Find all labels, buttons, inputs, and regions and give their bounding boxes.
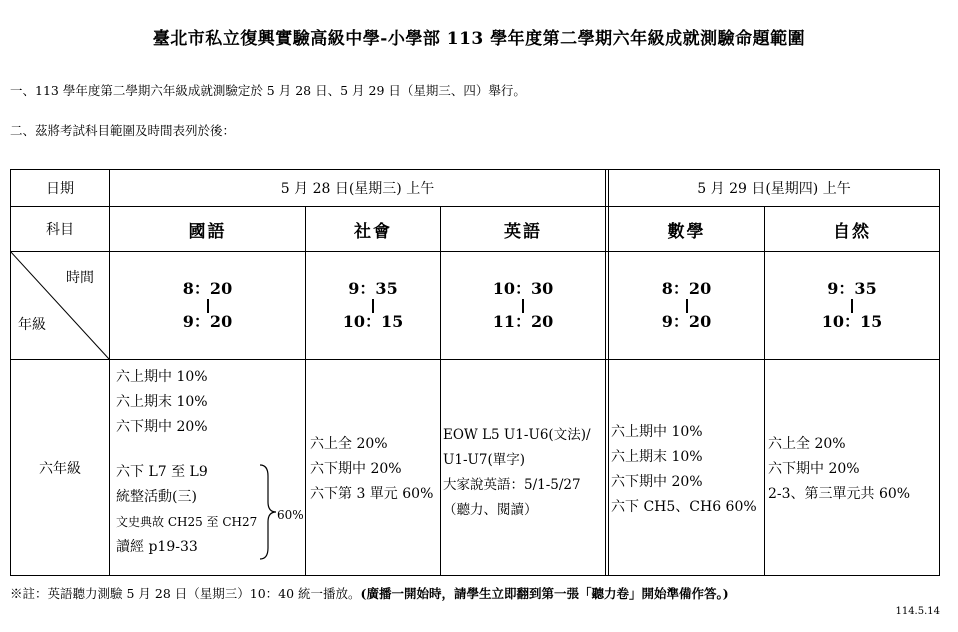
subject-science: 自然: [833, 221, 871, 242]
footnote: ※註：英語聽力測驗 5 月 28 日（星期三）10：40 統一播放。(廣播一開始時，請學生立即翻到第一張「聽力卷」開始準備作答。): [10, 586, 729, 601]
social-scope: 六上全 20% 六下期中 20% 六下第 3 單元 60%: [310, 436, 434, 502]
math-scope: 六上期中 10% 六上期末 10% 六下期中 20% 六下 CH5、CH6 60%: [611, 424, 757, 515]
chinese-scope-bottom: 六下 L7 至 L9 統整活動(三) 文史典故 CH25 至 CH27 讀經 p19-33: [116, 464, 258, 555]
english-scope: EOW L5 U1-U6(文法)/ U1-U7(單字) 大家說英語：5/1-5/27 （聽力、閱讀）: [443, 427, 591, 518]
time-english: 10：30 11：20: [492, 279, 554, 331]
diagonal-divider: [10, 251, 110, 360]
exam-date-statement: 一、113 學年度第二學期六年級成就測驗定於 5 月 28 日、5 月 29 日（星期三、四）舉行。: [10, 83, 526, 98]
day2-header: 5 月 29 日(星期四) 上午: [697, 181, 851, 197]
subject-english: 英語: [504, 221, 542, 242]
date-label: 日期: [46, 181, 74, 197]
chinese-bracket-percent: 60%: [277, 508, 304, 522]
time-social: 9：35 10：15: [342, 279, 404, 331]
grade-label: 年級: [18, 317, 46, 333]
science-scope: 六上全 20% 六下期中 20% 2-3、第三單元共 60%: [768, 436, 911, 502]
time-label: 時間: [66, 270, 94, 286]
time-science: 9：35 10：15: [821, 279, 883, 331]
day1-header: 5 月 28 日(星期三) 上午: [280, 181, 435, 197]
subject-chinese: 國語: [188, 221, 227, 242]
subject-social: 社會: [354, 221, 392, 242]
exam-schedule-table: [10, 169, 940, 576]
subject-label: 科目: [46, 222, 74, 238]
subject-math: 數學: [667, 221, 706, 242]
schedule-intro: 二、茲將考試科目範圍及時間表列於後：: [10, 123, 236, 138]
brace-icon: [258, 464, 278, 561]
grade-six: 六年級: [39, 460, 81, 477]
time-chinese: 8：20 9：20: [182, 279, 233, 331]
chinese-scope-top: 六上期中 10% 六上期末 10% 六下期中 20%: [116, 369, 208, 435]
time-math: 8：20 9：20: [661, 279, 712, 331]
document-date: 114.5.14: [895, 606, 940, 617]
document-title: 臺北市私立復興實驗高級中學-小學部 113 學年度第二學期六年級成就測驗命題範圍: [152, 29, 806, 49]
